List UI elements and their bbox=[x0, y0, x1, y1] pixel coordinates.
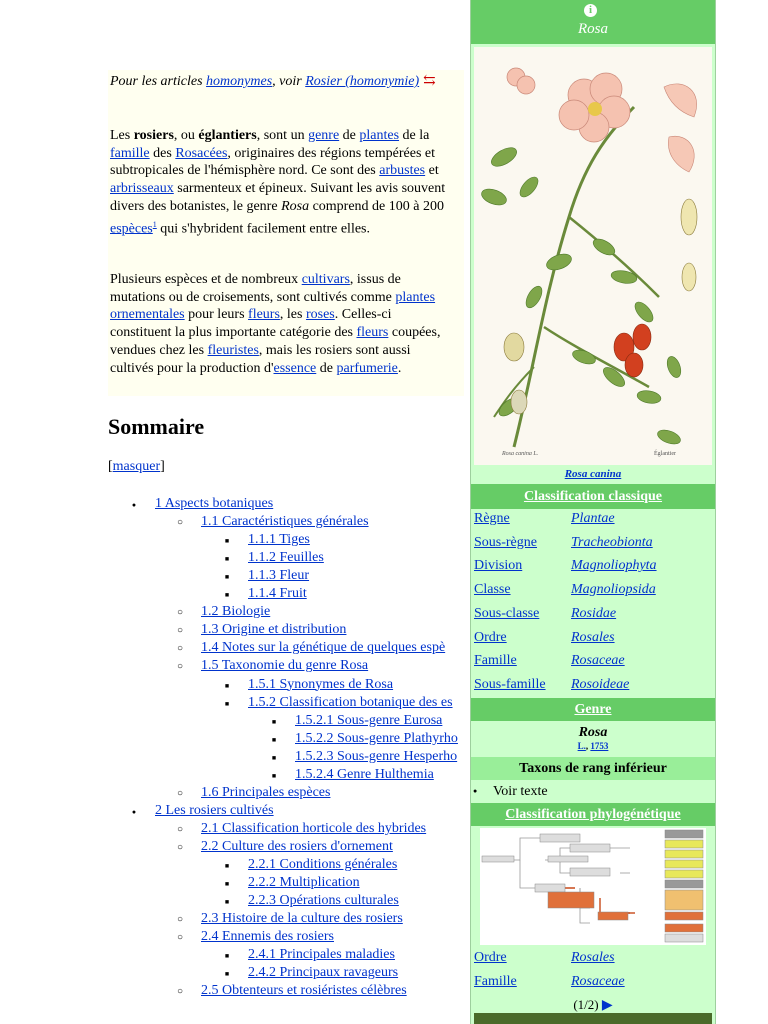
toc-bullet-icon bbox=[173, 928, 187, 947]
text-run: Les bbox=[110, 128, 134, 143]
rank-link[interactable]: Sous-classe bbox=[474, 605, 540, 621]
author-link[interactable]: L. bbox=[577, 741, 586, 751]
genre-header bbox=[471, 698, 715, 721]
classification-row bbox=[471, 677, 715, 699]
article-link[interactable]: Rosacées bbox=[175, 145, 228, 161]
text-run: sarmenteux et épineux. Suivant les avis souvent divers des botanistes, le genre bbox=[110, 181, 446, 214]
toc-bullet-icon bbox=[173, 603, 187, 622]
text-run: de la bbox=[399, 128, 430, 143]
taxon-link[interactable]: Rosoideae bbox=[571, 676, 630, 692]
genus-name: Rosa bbox=[578, 725, 608, 740]
phylo-row bbox=[471, 974, 715, 996]
text-run: . bbox=[397, 360, 402, 376]
classification-row bbox=[471, 511, 715, 533]
toc-bullet-icon bbox=[127, 802, 141, 821]
toc-item[interactable]: 1.1.4 Fruit bbox=[248, 586, 307, 602]
toc-bullet-icon bbox=[173, 838, 187, 857]
toc-item[interactable]: 2.2.2 Multiplication bbox=[248, 875, 360, 891]
genre-link[interactable]: Genre bbox=[574, 702, 612, 717]
hatnote-prefix: Pour les articles bbox=[110, 74, 207, 89]
toc-bullet-icon bbox=[220, 856, 234, 875]
toc-item[interactable]: 1.5.2 Classification botanique des es bbox=[248, 694, 453, 710]
taxobox bbox=[470, 0, 716, 1024]
text-run: coupées, vendues chez les bbox=[110, 325, 441, 358]
taxobox-title: Rosa bbox=[578, 21, 608, 37]
classification-row bbox=[471, 582, 715, 604]
image-caption bbox=[471, 468, 715, 480]
text-run: et bbox=[425, 163, 439, 179]
text-run: , ou bbox=[173, 128, 199, 143]
article-link[interactable]: cultivars bbox=[301, 272, 350, 287]
toc-item[interactable]: 1.6 Principales espèces bbox=[201, 784, 331, 800]
toc-bullet-icon bbox=[220, 531, 234, 550]
year-link[interactable]: 1753 bbox=[590, 741, 609, 751]
text-run: , les bbox=[279, 307, 306, 323]
taxon-link[interactable]: Rosaceae bbox=[571, 974, 625, 989]
toc-bullet-icon bbox=[220, 585, 234, 604]
toc-bullet-icon bbox=[220, 567, 234, 586]
taxon-link[interactable]: Rosidae bbox=[571, 605, 617, 621]
toc-bullet-icon bbox=[220, 549, 234, 568]
text-run: . Celles-ci constituent la plus importante catégorie des bbox=[110, 307, 392, 341]
plate-label-left: Rosa canina L. bbox=[502, 451, 539, 457]
toc-item[interactable]: 1.5.2.2 Sous-genre Plathyrho bbox=[295, 730, 458, 746]
toc-item[interactable]: 2.1 Classification horticole des hybrides bbox=[201, 820, 427, 836]
reference-marker[interactable]: 1 bbox=[152, 219, 157, 229]
taxon-link[interactable]: Rosales bbox=[571, 950, 615, 965]
toc-bullet-icon bbox=[127, 495, 141, 514]
next-arrow-icon[interactable]: ▶ bbox=[601, 998, 613, 1013]
toc-item[interactable]: 1.4 Notes sur la génétique de quelques espè bbox=[201, 640, 446, 656]
article-link[interactable]: arbustes bbox=[379, 163, 426, 179]
taxon-link[interactable]: Rosaceae bbox=[571, 653, 625, 669]
article-link[interactable]: fleurs bbox=[356, 325, 389, 341]
text-run: pour leurs bbox=[184, 307, 249, 323]
toc-item[interactable]: 1.1.3 Fleur bbox=[248, 568, 310, 584]
rank-link[interactable]: Division bbox=[474, 558, 523, 574]
phylogeny-diagram[interactable] bbox=[480, 828, 706, 945]
next-image-thumbnail[interactable] bbox=[474, 1013, 712, 1024]
toc-item[interactable]: 2.3 Histoire de la culture des rosiers bbox=[201, 911, 403, 927]
text-run: rosiers bbox=[133, 128, 174, 143]
toc-bullet-icon bbox=[173, 657, 187, 676]
toc-item[interactable]: 1.3 Origine et distribution bbox=[201, 622, 347, 638]
rank-link[interactable]: Famille bbox=[474, 974, 517, 989]
toc-item[interactable]: 2.5 Obtenteurs et rosiéristes célèbres bbox=[201, 983, 407, 999]
taxons-header: Taxons de rang inférieur bbox=[471, 757, 715, 780]
taxobox-pager: (1/2) ▶ bbox=[573, 997, 613, 1013]
rank-link[interactable]: Ordre bbox=[474, 629, 507, 645]
toc-toggle: [masquer] bbox=[108, 459, 165, 474]
toc-item[interactable]: 1.5.1 Synonymes de Rosa bbox=[248, 676, 394, 692]
classification-row bbox=[471, 535, 715, 557]
toc-bullet-icon bbox=[267, 748, 281, 767]
homonymes-link[interactable]: homonymes bbox=[206, 74, 273, 89]
toc-item[interactable]: 1.1 Caractéristiques générales bbox=[201, 514, 369, 530]
toc-item[interactable]: 1.5.2.3 Sous-genre Hesperho bbox=[295, 748, 458, 764]
taxons-item: ● Voir texte bbox=[493, 784, 548, 800]
text-run: , issus de mutations ou de croisements, sont cultivés comme bbox=[110, 272, 401, 305]
toc-bullet-icon bbox=[267, 712, 281, 731]
article-link[interactable]: espèces bbox=[110, 221, 153, 237]
text-run: , sont un bbox=[256, 128, 309, 143]
disambiguation-icon: ⇆ bbox=[423, 73, 436, 89]
toc-bullet-icon bbox=[173, 910, 187, 929]
toc-bullet-icon bbox=[173, 621, 187, 640]
text-run: églantiers bbox=[198, 128, 257, 143]
rank-link[interactable]: Classe bbox=[474, 582, 511, 598]
toc-item[interactable]: 1.1.2 Feuilles bbox=[248, 550, 324, 566]
toc-item[interactable]: 2.2.1 Conditions générales bbox=[248, 857, 398, 872]
article-link[interactable]: famille bbox=[110, 145, 150, 161]
classic-classification-link[interactable]: Classification classique bbox=[523, 489, 663, 504]
rosier-homonymie-link[interactable]: Rosier (homonymie) bbox=[305, 74, 420, 89]
toc-hide-link[interactable]: masquer bbox=[112, 459, 161, 474]
classification-row bbox=[471, 630, 715, 652]
toc-item[interactable]: 1.5.2.4 Genre Hulthemia bbox=[295, 766, 434, 782]
taxon-link[interactable]: Plantae bbox=[571, 511, 615, 526]
toc-bullet-icon bbox=[173, 513, 187, 532]
article-link[interactable]: parfumerie bbox=[336, 360, 398, 376]
text-run: de bbox=[339, 128, 360, 143]
article-link[interactable]: arbrisseaux bbox=[110, 181, 174, 197]
toc-item[interactable]: 2.4.2 Principaux ravageurs bbox=[248, 965, 399, 981]
toc-bullet-icon bbox=[220, 946, 234, 965]
toc-bullet-icon bbox=[220, 874, 234, 893]
toc-item[interactable]: 2.2 Culture des rosiers d'ornement bbox=[201, 838, 393, 854]
text-run: comprend de 100 à 200 bbox=[309, 198, 444, 214]
rank-link[interactable]: Ordre bbox=[474, 950, 507, 965]
classification-row bbox=[471, 606, 715, 628]
toc-item[interactable]: 2.4 Ennemis des rosiers bbox=[201, 929, 334, 945]
text-run: , mais les rosiers sont aussi cultivés pour la production d' bbox=[110, 342, 411, 376]
article-link[interactable]: plantes ornementales bbox=[110, 289, 436, 323]
article-link[interactable]: essence bbox=[273, 360, 317, 376]
toc-title: Sommaire bbox=[108, 414, 205, 439]
hatnote-mid: , voir bbox=[272, 74, 306, 89]
toc-bullet-icon bbox=[220, 964, 234, 983]
taxon-link[interactable]: Magnoliopsida bbox=[571, 582, 656, 598]
text-run: , originaires des régions tempérées et subtropicales de l'hémisphère nord. Ce sont des bbox=[110, 145, 436, 179]
toc-item[interactable]: 2 Les rosiers cultivés bbox=[155, 802, 274, 818]
toc-bullet-icon bbox=[220, 676, 234, 695]
toc-item[interactable]: 1.5.2.1 Sous-genre Eurosa bbox=[295, 712, 443, 728]
phylo-classification-link[interactable]: Classification phylogénétique bbox=[505, 807, 681, 822]
toc-bullet-icon bbox=[267, 730, 281, 749]
toc-item[interactable]: 2.2.3 Opérations culturales bbox=[248, 893, 399, 909]
article-link[interactable]: fleuristes bbox=[207, 342, 259, 358]
classification-row bbox=[471, 653, 715, 675]
text-run: Plusieurs espèces et de nombreux bbox=[110, 272, 302, 287]
rank-link[interactable]: Sous-famille bbox=[474, 676, 546, 692]
toc-bullet-icon bbox=[220, 892, 234, 911]
article-link[interactable]: roses bbox=[305, 307, 335, 323]
genus-authority: L., 1753 bbox=[577, 741, 609, 751]
text-run: qui s'hybrident facilement entre elles. bbox=[156, 221, 370, 237]
article-link[interactable]: fleurs bbox=[248, 307, 280, 323]
rank-link[interactable]: Sous-règne bbox=[474, 534, 537, 550]
toc-bullet-icon bbox=[173, 982, 187, 1001]
toc-item[interactable]: 2.4.1 Principales maladies bbox=[248, 947, 395, 963]
classification-row bbox=[471, 558, 715, 580]
article-link[interactable]: genre bbox=[308, 128, 340, 143]
rosa-canina-link[interactable]: Rosa canina bbox=[564, 468, 622, 480]
toc-item[interactable]: 1.2 Biologie bbox=[201, 604, 271, 620]
toc-item[interactable]: 1.5 Taxonomie du genre Rosa bbox=[201, 658, 369, 674]
taxon-link[interactable]: Rosales bbox=[571, 629, 615, 645]
toc-item[interactable]: 1 Aspects botaniques bbox=[155, 496, 274, 511]
text-run: Rosa bbox=[281, 198, 310, 214]
taxon-link[interactable]: Magnoliophyta bbox=[571, 558, 657, 574]
toc-bullet-icon bbox=[267, 766, 281, 785]
classic-classification-header bbox=[471, 484, 715, 509]
article-link[interactable]: plantes bbox=[359, 128, 400, 143]
plate-label-right: Églantier bbox=[654, 451, 676, 457]
taxon-link[interactable]: Tracheobionta bbox=[571, 534, 653, 550]
toc-bullet-icon bbox=[173, 784, 187, 803]
phylo-classification-header bbox=[471, 803, 715, 826]
toc-bullet-icon bbox=[173, 820, 187, 839]
text-run: de bbox=[316, 360, 337, 376]
rank-link[interactable]: Règne bbox=[474, 511, 510, 526]
toc-item[interactable]: 1.1.1 Tiges bbox=[248, 532, 310, 548]
info-icon[interactable]: i bbox=[584, 4, 597, 17]
toc-bullet-icon bbox=[173, 639, 187, 658]
rosa-canina-illustration[interactable] bbox=[474, 47, 712, 465]
toc-bullet-icon bbox=[220, 694, 234, 713]
taxobox-header bbox=[471, 0, 715, 44]
text-run: des bbox=[149, 145, 176, 161]
rank-link[interactable]: Famille bbox=[474, 653, 517, 669]
phylo-row bbox=[471, 950, 715, 972]
